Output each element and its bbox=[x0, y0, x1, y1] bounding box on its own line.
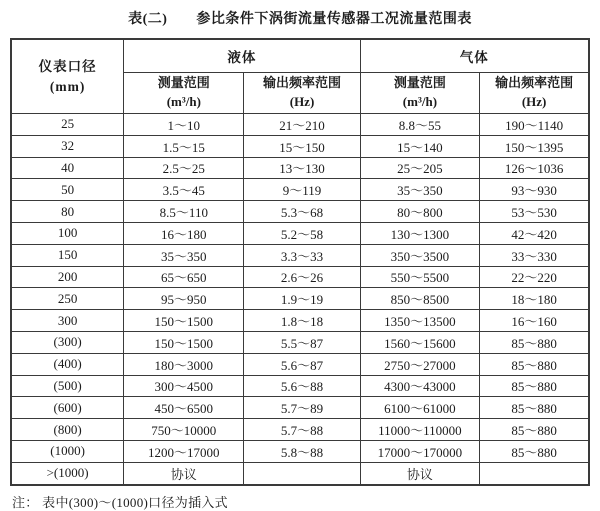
table-cell: 3.3～33 bbox=[244, 244, 360, 266]
header-meter-diameter-unit: (mm) bbox=[49, 78, 86, 94]
table-cell: 16～180 bbox=[124, 222, 244, 244]
table-header bbox=[11, 39, 589, 114]
table-cell: 180～3000 bbox=[124, 353, 244, 375]
table-cell: 35～350 bbox=[124, 244, 244, 266]
table-cell: 1560～15600 bbox=[360, 331, 480, 353]
table-cell: (1000) bbox=[11, 440, 124, 462]
table-cell: 85～880 bbox=[480, 440, 589, 462]
header-meter-diameter bbox=[11, 39, 124, 114]
table-cell: 150～1395 bbox=[480, 135, 589, 157]
table-cell: 150～1500 bbox=[124, 310, 244, 332]
table-cell: 13～130 bbox=[244, 157, 360, 179]
table-row bbox=[11, 288, 589, 310]
table-cell: 50 bbox=[11, 179, 124, 201]
header-meter-diameter-label: 仪表口径 bbox=[38, 58, 97, 74]
table-cell: 53～530 bbox=[480, 201, 589, 223]
table-cell: 150～1500 bbox=[124, 331, 244, 353]
table-cell: (600) bbox=[11, 397, 124, 419]
table-cell bbox=[480, 462, 589, 484]
table-cell: 11000～110000 bbox=[360, 419, 480, 441]
header-gas-output-frequency-unit: (Hz) bbox=[521, 94, 547, 109]
table-cell: 300 bbox=[11, 310, 124, 332]
flow-range-table bbox=[10, 38, 590, 486]
table-cell: 85～880 bbox=[480, 397, 589, 419]
table-cell: 22～220 bbox=[480, 266, 589, 288]
table-cell: 85～880 bbox=[480, 331, 589, 353]
table-cell: 40 bbox=[11, 157, 124, 179]
table-cell: 5.5～87 bbox=[244, 331, 360, 353]
table-row bbox=[11, 353, 589, 375]
table-cell: 32 bbox=[11, 135, 124, 157]
table-row bbox=[11, 419, 589, 441]
table-cell: 750～10000 bbox=[124, 419, 244, 441]
table-cell: 协议 bbox=[360, 462, 480, 484]
table-cell: 200 bbox=[11, 266, 124, 288]
table-cell: 190～1140 bbox=[480, 114, 589, 136]
header-group-liquid: 液体 bbox=[124, 39, 360, 73]
table-cell: 15～140 bbox=[360, 135, 480, 157]
table-cell: 协议 bbox=[124, 462, 244, 484]
table-cell: 18～180 bbox=[480, 288, 589, 310]
table-cell: 5.8～88 bbox=[244, 440, 360, 462]
table-cell: 85～880 bbox=[480, 353, 589, 375]
table-row bbox=[11, 114, 589, 136]
table-cell: 33～330 bbox=[480, 244, 589, 266]
header-gas-output-frequency bbox=[480, 73, 589, 114]
table-cell: 17000～170000 bbox=[360, 440, 480, 462]
table-cell: 150 bbox=[11, 244, 124, 266]
header-group-row bbox=[11, 39, 589, 73]
table-cell: (800) bbox=[11, 419, 124, 441]
table-cell: 21～210 bbox=[244, 114, 360, 136]
header-liquid-measure-range-unit: (m³/h) bbox=[166, 94, 201, 109]
table-cell: 850～8500 bbox=[360, 288, 480, 310]
table-cell: 2.5～25 bbox=[124, 157, 244, 179]
header-liquid-output-frequency-label: 输出频率范围 bbox=[263, 75, 342, 91]
table-row bbox=[11, 244, 589, 266]
table-cell: 8.8～55 bbox=[360, 114, 480, 136]
header-gas-measure-range-label: 测量范围 bbox=[393, 75, 446, 91]
table-cell: 80 bbox=[11, 201, 124, 223]
header-gas-output-frequency-label: 输出频率范围 bbox=[495, 75, 574, 91]
table-cell: 16～160 bbox=[480, 310, 589, 332]
table-cell: 1.9～19 bbox=[244, 288, 360, 310]
table-row bbox=[11, 310, 589, 332]
table-cell: 65～650 bbox=[124, 266, 244, 288]
table-cell: 8.5～110 bbox=[124, 201, 244, 223]
header-liquid-output-frequency bbox=[244, 73, 360, 114]
table-cell: 25～205 bbox=[360, 157, 480, 179]
table-row bbox=[11, 222, 589, 244]
table-cell: 1350～13500 bbox=[360, 310, 480, 332]
table-row bbox=[11, 179, 589, 201]
table-cell: (300) bbox=[11, 331, 124, 353]
header-group-gas: 气体 bbox=[360, 39, 589, 73]
table-row bbox=[11, 201, 589, 223]
table-cell: 35～350 bbox=[360, 179, 480, 201]
table-title: 表(二) 参比条件下涡街流量传感器工况流量范围表 bbox=[128, 12, 472, 27]
table-cell: 42～420 bbox=[480, 222, 589, 244]
table-cell: 1.8～18 bbox=[244, 310, 360, 332]
table-cell: 15～150 bbox=[244, 135, 360, 157]
table-cell: 550～5500 bbox=[360, 266, 480, 288]
table-cell: 5.3～68 bbox=[244, 201, 360, 223]
table-cell: 126～1036 bbox=[480, 157, 589, 179]
table-cell: 2750～27000 bbox=[360, 353, 480, 375]
table-cell: 25 bbox=[11, 114, 124, 136]
table-cell: (400) bbox=[11, 353, 124, 375]
table-cell: 2.6～26 bbox=[244, 266, 360, 288]
table-cell: 1.5～15 bbox=[124, 135, 244, 157]
header-liquid-measure-range-label: 测量范围 bbox=[157, 75, 210, 91]
header-liquid-output-frequency-unit: (Hz) bbox=[289, 94, 315, 109]
table-cell: 5.6～87 bbox=[244, 353, 360, 375]
table-row bbox=[11, 157, 589, 179]
table-cell: 6100～61000 bbox=[360, 397, 480, 419]
table-row bbox=[11, 397, 589, 419]
table-cell: 5.7～89 bbox=[244, 397, 360, 419]
table-cell: 9～119 bbox=[244, 179, 360, 201]
table-row bbox=[11, 135, 589, 157]
table-cell: 3.5～45 bbox=[124, 179, 244, 201]
table-row bbox=[11, 462, 589, 484]
table-row bbox=[11, 375, 589, 397]
table-row bbox=[11, 440, 589, 462]
table-cell: 100 bbox=[11, 222, 124, 244]
table-cell: 250 bbox=[11, 288, 124, 310]
table-cell: 450～6500 bbox=[124, 397, 244, 419]
table-body bbox=[11, 114, 589, 485]
footnote: 注： 表中(300)～(1000)口径为插入式 bbox=[12, 494, 228, 510]
table-cell: 1～10 bbox=[124, 114, 244, 136]
table-row bbox=[11, 266, 589, 288]
header-gas-measure-range-unit: (m³/h) bbox=[402, 94, 438, 109]
table-cell: 85～880 bbox=[480, 375, 589, 397]
table-cell: 5.7～88 bbox=[244, 419, 360, 441]
table-cell: 5.2～58 bbox=[244, 222, 360, 244]
table-cell: 85～880 bbox=[480, 419, 589, 441]
table-cell: 95～950 bbox=[124, 288, 244, 310]
table-cell: 350～3500 bbox=[360, 244, 480, 266]
table-cell bbox=[244, 462, 360, 484]
table-cell: 93～930 bbox=[480, 179, 589, 201]
header-liquid-measure-range bbox=[124, 73, 244, 114]
table-cell: >(1000) bbox=[11, 462, 124, 484]
table-row bbox=[11, 331, 589, 353]
table-cell: 130～1300 bbox=[360, 222, 480, 244]
table-cell: 80～800 bbox=[360, 201, 480, 223]
table-cell: 300～4500 bbox=[124, 375, 244, 397]
table-cell: 5.6～88 bbox=[244, 375, 360, 397]
header-gas-measure-range bbox=[360, 73, 480, 114]
table-cell: 4300～43000 bbox=[360, 375, 480, 397]
table-cell: (500) bbox=[11, 375, 124, 397]
table-cell: 1200～17000 bbox=[124, 440, 244, 462]
